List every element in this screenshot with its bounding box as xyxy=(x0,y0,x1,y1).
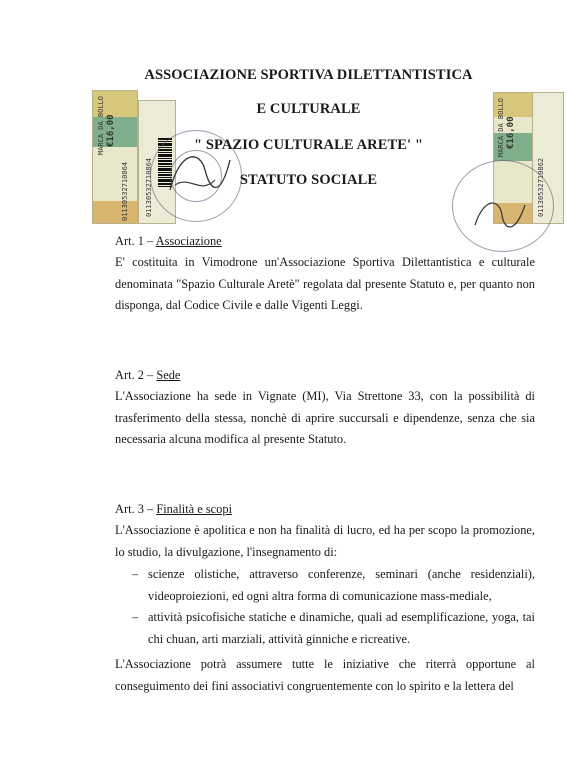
article-2-prefix: Art. 2 – xyxy=(115,368,157,382)
article-2-text: L'Associazione ha sede in Vignate (MI), Via Strettone 33, con la possibilità di trasferimento della stessa, nonchè di aprire succursali e dipendenze, senza che sia necessaria alcuna modifica al presente Statuto. xyxy=(115,389,535,446)
stamp-marca-label: MARCA DA BOLLO xyxy=(97,95,105,155)
list-item xyxy=(115,564,535,607)
stamp-code-2: 01130532710864 xyxy=(145,157,153,217)
stamp-code: 01130532710864 xyxy=(121,161,129,221)
article-3-text-after: L'Associazione potrà assumere tutte le iniziative che riterrà opportune al conseguimento dei fini associativi congruentemente con lo spirito e la lettera del xyxy=(115,657,535,693)
signature-right xyxy=(470,190,530,240)
heading-line-3: " SPAZIO CULTURALE ARETE' " xyxy=(193,137,424,153)
bullet-dash: – xyxy=(132,567,139,581)
article-1-heading: Associazione xyxy=(155,234,222,248)
list-item-text: attività psicofisiche statiche e dinamiche, quali ad esemplificazione, yoga, tai chi chuan, arti marziali, attività ginniche e ricreative. xyxy=(148,610,535,646)
list-item-text: scienze olistiche, attraverso conferenze, seminari (anche residenziali), videoproiezioni, ed ogni altra forma di comunicazione mass-mediale, xyxy=(148,567,535,603)
article-3-prefix: Art. 3 – xyxy=(115,502,157,516)
article-1-text: E' costituita in Vimodrone un'Associazione Sportiva Dilettantistica e culturale denominata "Spazio Culturale Aretè" regolata dal presente Statuto e, per quanto non disponga, dal Codice Civile e dalle Vigenti Leggi. xyxy=(115,255,535,312)
list-item xyxy=(115,607,535,650)
bullet-dash: – xyxy=(132,610,139,624)
heading-statuto: STATUTO SOCIALE xyxy=(239,172,378,188)
article-2-heading: Sede xyxy=(156,368,181,382)
article-1-title xyxy=(115,234,222,249)
stamp-marca-label-right: MARCA DA BOLLO xyxy=(497,97,505,157)
article-1-prefix: Art. 1 – xyxy=(115,234,156,248)
heading-line-2: E CULTURALE xyxy=(256,101,361,117)
article-3-text: L'Associazione è apolitica e non ha finalità di lucro, ed ha per scopo la promozione, lo studio, la divulgazione, l'insegnamento di: xyxy=(115,523,535,559)
stamp-value: €16,00 xyxy=(106,114,116,147)
article-2-title xyxy=(115,368,180,383)
article-3-title xyxy=(115,502,232,517)
article-3-bullets xyxy=(115,564,535,650)
stamp-value-right: €16,00 xyxy=(506,116,516,149)
article-3-heading: Finalità e scopi xyxy=(156,502,233,516)
heading-line-1: ASSOCIAZIONE SPORTIVA DILETTANTISTICA xyxy=(144,67,473,83)
stamp-code-right: 01130532710862 xyxy=(537,157,545,217)
